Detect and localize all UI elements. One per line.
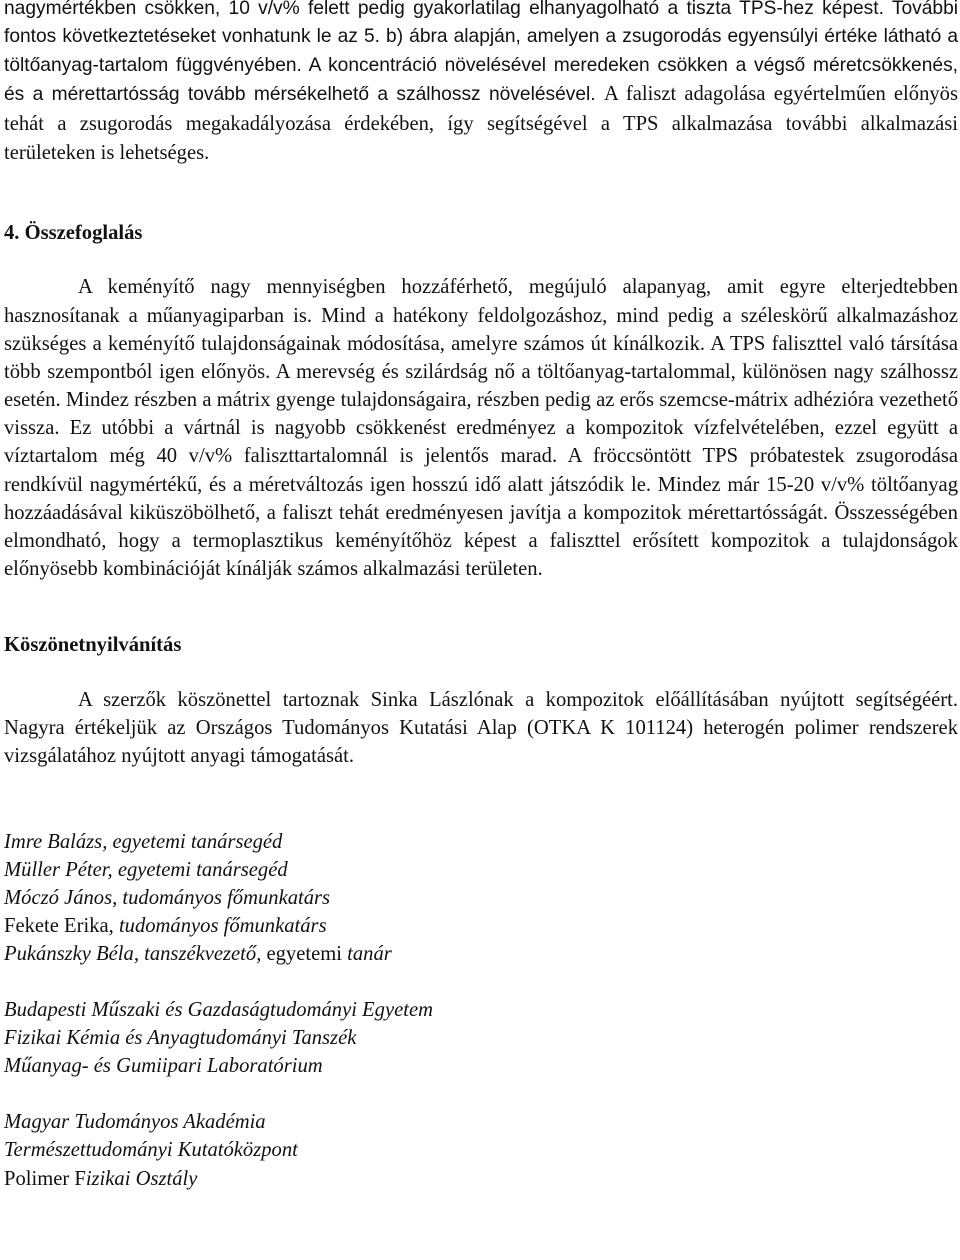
summary-sentence-4: A merevség és szilárdság nő a töltőanyag-tartalommal, különösen nagy szálhossz esetén. [4, 360, 958, 412]
summary-heading: 4. Összefoglalás [4, 222, 143, 245]
author-name: Pukánszky Béla [4, 943, 134, 965]
acknowledgement-heading: Köszönetnyilvánítás [4, 634, 182, 657]
author-role-employer: egyetemi [266, 943, 342, 965]
academy-name: Magyar Tudományos Akadémia [4, 1111, 266, 1134]
department-name: Fizikai Kémia és Anyagtudományi Tanszék [4, 1027, 357, 1050]
summary-paragraph [4, 273, 958, 583]
summary-sentence-9: Összességében elmondható, hogy a termoplasztikus keményítőhöz képest a faliszttel erősített kompozitok a tulajdonságok előnyösebb kombinációját kínálják számos alkalmazási területen. [4, 501, 958, 580]
summary-sentence-3: A TPS faliszttel való társítása több szempontból igen előnyös. [4, 332, 958, 383]
author-name: Müller Péter [4, 858, 108, 881]
intro-paragraph [4, 0, 958, 168]
intro-sentence-2: További fontos következtetéseket vonhatunk le az 5. b) ábra alapján, amelyen a zsugorodás egyensúlyi értéke látható a töltőanyag-tartalom függvényében. [4, 0, 959, 76]
acknowledgement-paragraph [4, 686, 958, 770]
author-list [4, 828, 958, 968]
author-line: Müller Péter, egyetemi tanársegéd [4, 858, 288, 881]
acknowledgement-sentence-2: Nagyra értékeljük az Országos Tudományos Kutatási Alap (OTKA K 101124) heterogén polimer rendszerek vizsgálatához nyújtott anyagi támogatását. [4, 717, 958, 768]
division-name [4, 1165, 958, 1193]
author-name: Fekete Erika [4, 914, 109, 937]
author-line: Fekete Erika, tudományos főmunkatárs [4, 914, 327, 937]
intro-sentence-1: nagymértékben csökken, 10 v/v% felett pedig gyakorlatilag elhanyagolható a tiszta TPS-hez képest. [4, 0, 884, 19]
intro-sentence-3: A koncentráció növelésével meredeken csökken a végső méretcsökkenés, és a mérettartósság tovább mérsékelhető a szálhossz növelésével. [4, 54, 959, 106]
intro-sentence-4: A faliszt adagolása egyértelműen előnyös tehát a zsugorodás megakadályozása érdekében, így segítségével a TPS alkalmazása további alkalmazási területeken is lehetséges. [4, 83, 958, 165]
author-name: Imre Balázs [4, 830, 103, 853]
division-name-part: izikai Osztály [85, 1167, 198, 1190]
author-name: Móczó János [4, 886, 113, 909]
author-line: Pukánszky Béla, tanszékvezető, egyetemi tanár [4, 943, 392, 965]
author-line: Imre Balázs, egyetemi tanársegéd [4, 830, 283, 853]
author-role-title: tanszékvezető [144, 943, 257, 965]
summary-sentence-8: Mindez már 15-20 v/v% töltőanyag hozzáadásával kiküszöbölhető, a faliszt tehát eredményesen javítja a kompozitok mérettartósságát. [4, 473, 958, 524]
author-line: Móczó János, tudományos főmunkatárs [4, 886, 331, 909]
academy-affiliation [4, 1108, 958, 1192]
acknowledgement-sentence-1: A szerzők köszönettel tartoznak Sinka Lászlónak a kompozitok előállításában nyújtott segítségéért. [78, 689, 958, 712]
university-affiliation [4, 996, 958, 1080]
university-name: Budapesti Műszaki és Gazdaságtudományi Egyetem [4, 999, 433, 1022]
author-role-position: tanár [347, 943, 392, 965]
author-role: egyetemi tanársegéd [117, 858, 288, 881]
laboratory-name: Műanyag- és Gumiipari Laboratórium [4, 1055, 323, 1078]
summary-sentence-2: Mind a hatékony feldolgozáshoz, mind pedig a széleskörű alkalmazáshoz szükséges a keményítő tulajdonságainak módosítása, amelyre számos út kínálkozik. [4, 304, 959, 355]
author-role: tudományos főmunkatárs [118, 914, 327, 937]
division-name-part: Polimer F [4, 1167, 86, 1190]
author-role: tudományos főmunkatárs [122, 886, 331, 909]
summary-sentence-5: Mindez részben a mátrix gyenge tulajdonságaira, részben pedig az erős szemcse-mátrix adhézióra vezethető vissza. [4, 389, 959, 440]
summary-sentence-6: Ez utóbbi a vártnál is nagyobb csökkenést eredményez a kompozitok vízfelvételében, ezzel együtt a víztartalom még 40 v/v% faliszttartalomnál is jelentős marad. [4, 417, 958, 468]
summary-sentence-1: A keményítő nagy mennyiségben hozzáférhető, megújuló alapanyag, amit egyre elterjedtebben hasznosítanak a műanyagiparban is. [4, 276, 958, 327]
summary-sentence-7: A fröccsöntött TPS próbatestek zsugorodása rendkívül nagymértékű, és a méretváltozás igen hosszú idő alatt játszódik le. [4, 445, 958, 496]
author-role: egyetemi tanársegéd [112, 830, 283, 853]
document-page [4, 0, 958, 1193]
research-centre-name: Természettudományi Kutatóközpont [4, 1139, 298, 1162]
